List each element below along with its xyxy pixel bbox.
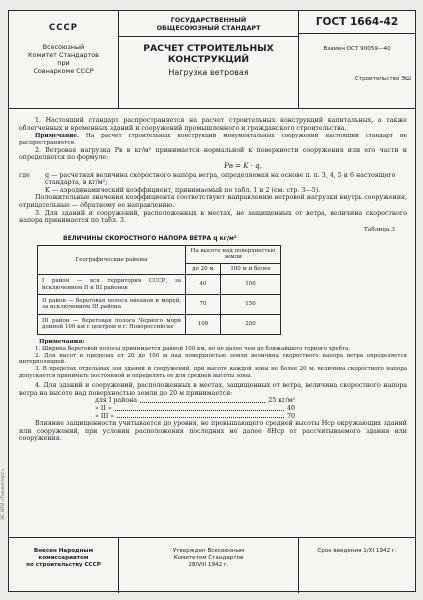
paragraph-2: 2. Ветровая нагрузка Pв в кг/м² принимается нормальной к поверхности сооружения или его части и определяется по формуле: xyxy=(19,146,407,162)
region-cell: I район — вся территория СССР, за исключением II и III районов xyxy=(38,275,186,295)
effective-date: Срок введения 1/XI 1942 г. xyxy=(317,548,397,554)
region-label: » III » xyxy=(95,412,115,420)
table-row xyxy=(38,275,281,295)
region-label: » II » xyxy=(95,404,112,412)
header-block xyxy=(9,11,415,109)
where-label: где xyxy=(19,171,30,179)
region-row xyxy=(95,413,295,421)
value-cell: 70 xyxy=(186,294,221,314)
note-1 xyxy=(19,133,407,147)
ussr-label: СССР xyxy=(49,23,78,33)
table-row xyxy=(38,294,281,314)
table-number: Таблица 3 xyxy=(363,226,395,233)
table-caption: ВЕЛИЧИНЫ СКОРОСТНОГО НАПОРА ВЕТРА q кг/м² xyxy=(63,235,237,243)
region-label: для I района xyxy=(95,397,138,405)
note-1-label: Примечание. xyxy=(35,133,79,140)
committee-label: Всесоюзный Комитет Стандартов при Совнаркоме СССР xyxy=(28,43,99,75)
col-100-header: 100 м и более xyxy=(220,263,280,274)
definition-k: K — аэродинамический коэффициент, принимаемый по табл. 1 и 2 (см. стр. 3—5). xyxy=(45,186,321,194)
region-values xyxy=(95,397,407,420)
region-value: 25 кг/м² xyxy=(268,397,295,405)
region-cell: II район — береговая полоса океанов и морей, за исключением III района xyxy=(38,294,186,314)
header-right xyxy=(299,11,415,109)
header-center xyxy=(119,11,299,109)
replaces-label: Взамен ОСТ 90059—40 xyxy=(323,46,391,52)
wind-pressure-table xyxy=(37,245,281,335)
paragraph-sign: Положительные значения коэффициента соответствуют направлению ветровой нагрузки внутрь сооружения, отрицательные — обратному ее направлению. xyxy=(19,194,407,209)
group-label: Строительство ЭШ xyxy=(354,76,411,82)
region-value: 70 xyxy=(286,412,295,420)
note-1-text: На расчет строительных конструкций монументальных сооружений настоящий стандарт не распространяется. xyxy=(19,133,407,146)
header-left xyxy=(9,11,119,109)
definition-q: q — расчетная величина скоростного напора ветра, определяемая на основе п. п. 3, 4, 5 и 6 настоящего стандарта, в кг/м²; xyxy=(45,171,396,187)
issued-by: Внесен Народным комиссариатом по строительству СССР xyxy=(9,538,119,593)
note-item-2: 2. Для высот в пределах от 20 до 100 м над поверхностью земли величина скоростного напора ветра определяется интерполяцией. xyxy=(19,352,407,366)
col-region-header: Географические районы xyxy=(38,245,186,274)
paragraph-4: 4. Для зданий и сооружений, расположенных в местах, защищенных от ветра, величина скоростного напора ветра на высоте над поверхностью земли до 20 м принимается: xyxy=(19,382,407,397)
table-row xyxy=(38,314,281,334)
note-item-1: 1. Ширина береговой полосы принимается равной 100 км, но не далее чем до ближайшего горного хребта. xyxy=(35,346,351,353)
document-title: РАСЧЕТ СТРОИТЕЛЬНЫХ КОНСТРУКЦИЙ xyxy=(143,43,274,65)
definitions xyxy=(19,172,407,195)
notes-title: Примечания: xyxy=(39,338,85,345)
state-standard-label: ГОСУДАРСТВЕННЫЙ ОБЩЕСОЮЗНЫЙ СТАНДАРТ xyxy=(119,11,298,37)
document-body xyxy=(19,117,407,443)
value-cell: 40 xyxy=(186,275,221,295)
paragraph-5: Влияние защищенности учитывается до уровня, не превышающего средней высоты Hср окружающих зданий или сооружений, при условии расположения последних не далее 8Hср от рассчитываемого здания или сооружения. xyxy=(19,420,407,443)
document-subtitle: Нагрузка ветровая xyxy=(168,68,249,77)
value-cell: 200 xyxy=(220,314,280,334)
region-value: 40 xyxy=(286,404,295,412)
publisher-stamp: ЭС НТИ «Техэксперт» xyxy=(1,468,6,520)
region-row xyxy=(95,405,295,413)
value-cell: 100 xyxy=(220,275,280,295)
footer-block xyxy=(9,537,415,592)
paragraph-1: 1. Настоящий стандарт распространяется на расчет строительных конструкций капитальных, а также облегченных и временных зданий и сооружений промышленного и гражданского строительства. xyxy=(19,117,407,132)
note-item-3: 3. В пределах отдельных зон зданий и сооружений, при высоте каждой зоны не более 20 м, величина скоростного напора допускается принимать постоянной и определять ее для средней высоты зоны. xyxy=(19,365,407,379)
col-20-header: до 20 м xyxy=(186,263,221,274)
value-cell: 150 xyxy=(220,294,280,314)
formula: Pв = K · q, xyxy=(224,161,262,170)
gost-number: ГОСТ 1664-42 xyxy=(299,11,415,34)
value-cell: 100 xyxy=(186,314,221,334)
document-page xyxy=(8,10,416,592)
region-row xyxy=(95,397,295,405)
approved-by: Утвержден Всесоюзным Комитетом Стандартов 28/VIII 1942 г. xyxy=(119,538,299,593)
col-height-header: На высоте над поверхностью земли xyxy=(186,245,281,263)
paragraph-3: 3. Для зданий и сооружений, расположенных в местах, не защищенных от ветра, величина скоростного напора принимается по табл. 3. xyxy=(19,209,407,225)
region-cell: III район — береговая полоса Черного моря длиной 100 км с центром в г. Новороссийске xyxy=(38,314,186,334)
